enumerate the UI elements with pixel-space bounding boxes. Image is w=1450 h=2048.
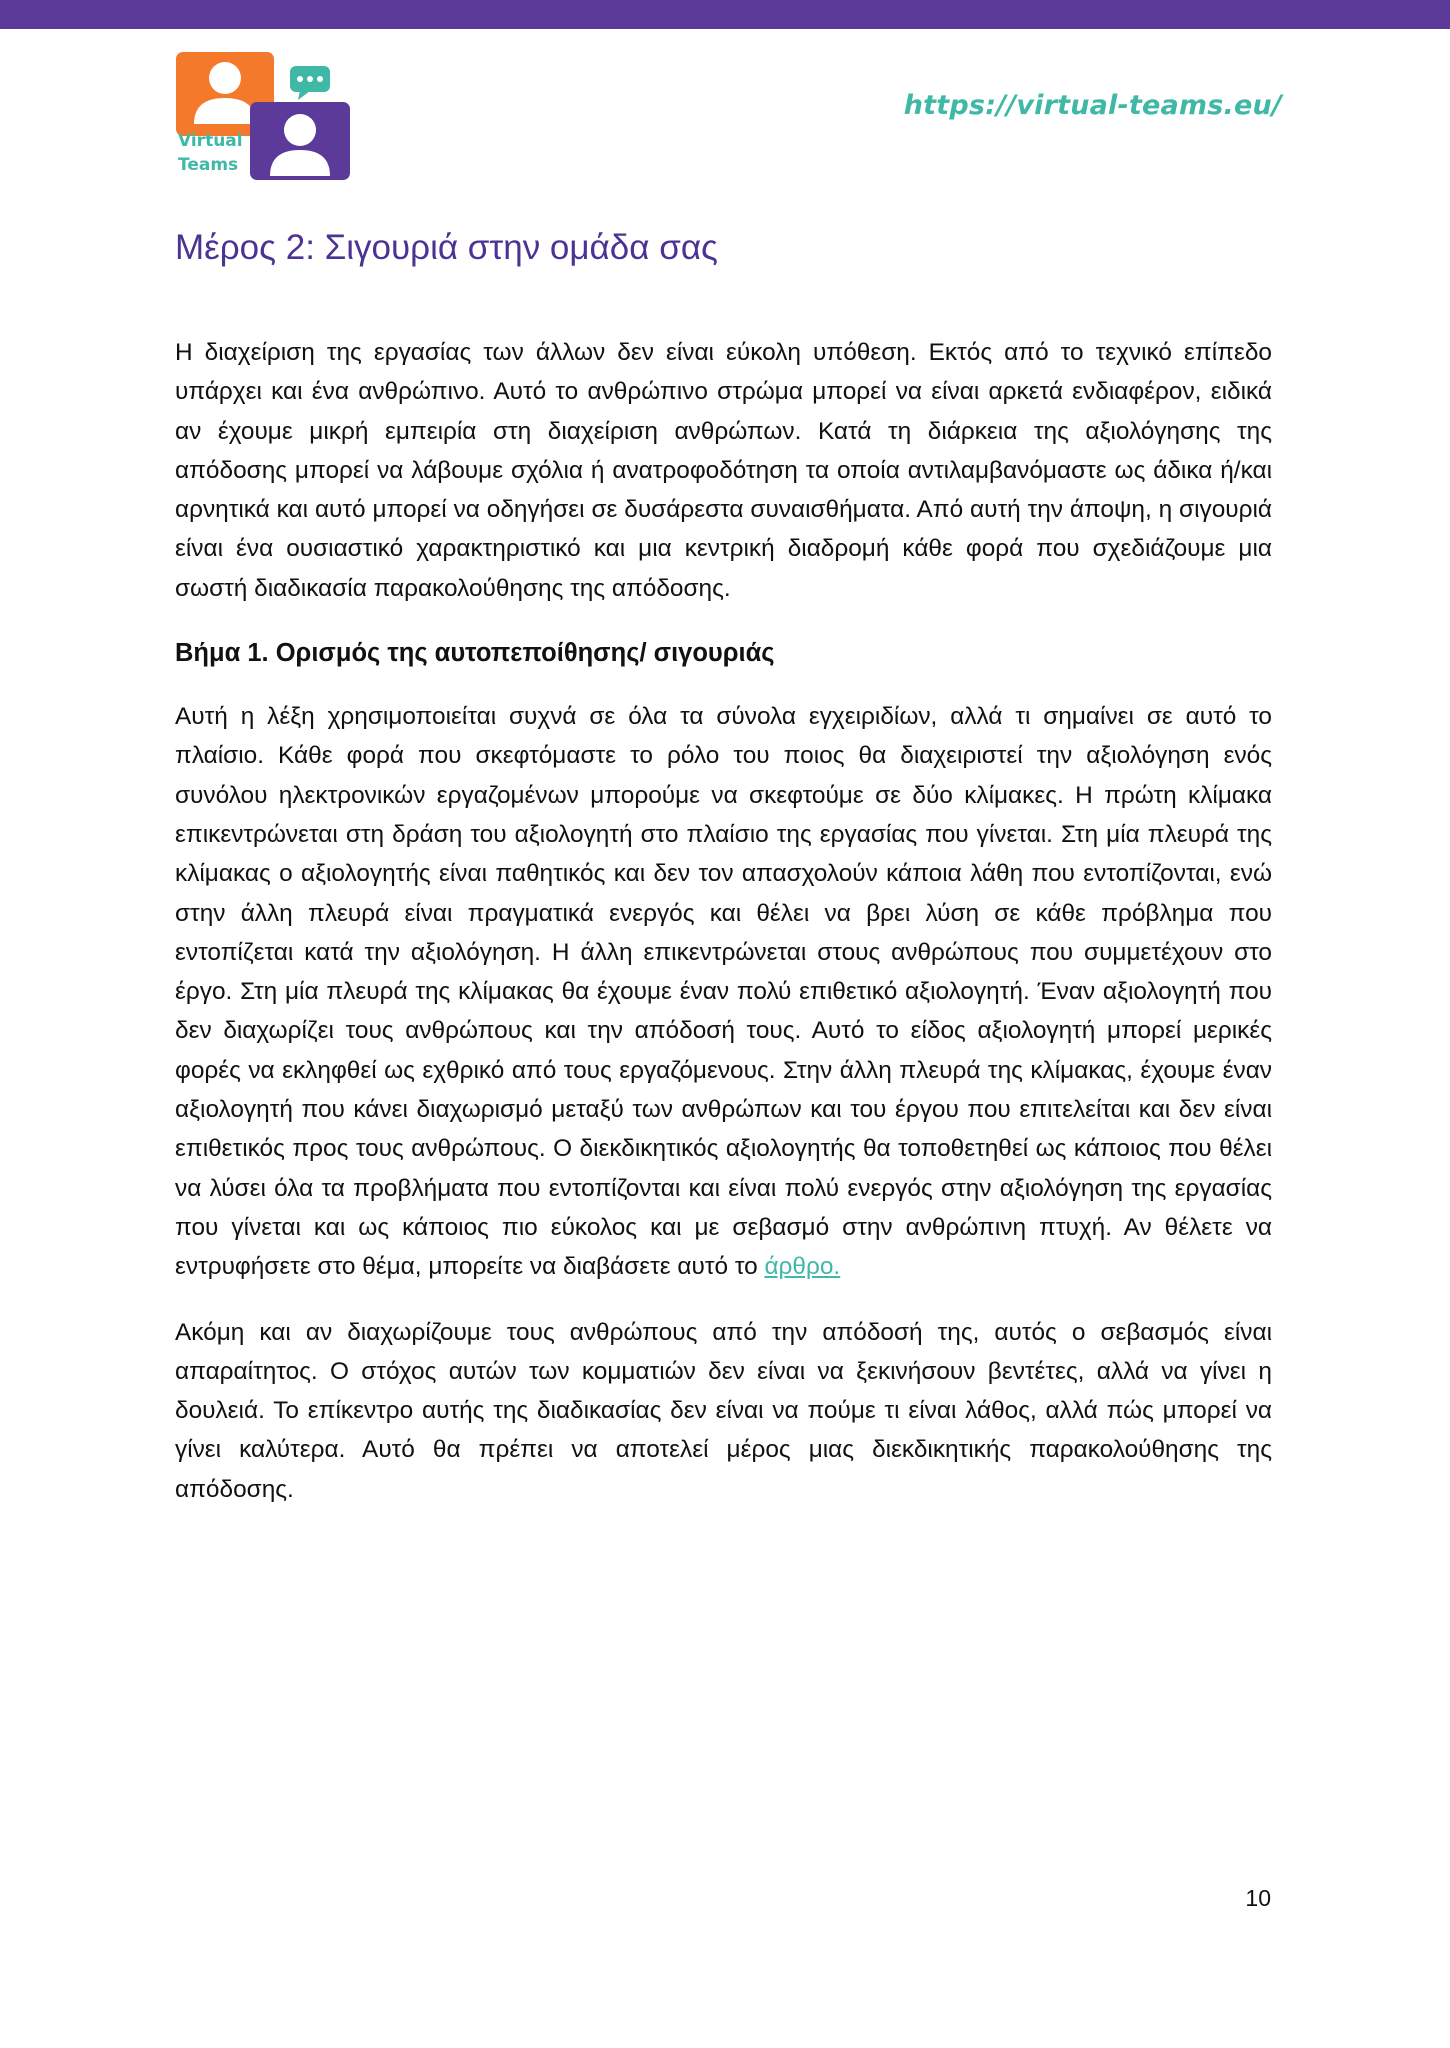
logo-text-line1: Virtual <box>178 131 243 151</box>
closing-paragraph: Ακόμη και αν διαχωρίζουμε τους ανθρώπους από την απόδοσή της, αυτός ο σεβασμός είναι απαραίτητος. Ο στόχος αυτών των κομματιών δεν είναι να ξεκινήσουν βεντέτες, αλλά να γίνει η δουλειά. Το επίκεντρο αυτής της διαδικασίας δεν είναι να πούμε τι είναι λάθος, αλλά πώς μπορεί να γίνει καλύτερα. Αυτό θα πρέπει να αποτελεί μέρος μιας διεκδικητικής παρακολούθησης της απόδοσης. <box>175 1318 1272 1503</box>
top-accent-bar <box>0 0 1450 29</box>
section-title: Μέρος 2: Σιγουριά στην ομάδα σας <box>175 228 718 267</box>
step-paragraph-text: Αυτή η λέξη χρησιμοποιείται συχνά σε όλα τα σύνολα εγχειριδίων, αλλά τι σημαίνει σε αυτό το πλαίσιο. Κάθε φορά που σκεφτόμαστε το ρόλο του ποιος θα διαχειριστεί την αξιολόγηση ενός συνόλου ηλεκτρονικών εργαζομένων μπορούμε να σκεφτούμε σε δύο κλίμακες. Η πρώτη κλίμακα επικεντρώνεται στη δράση του αξιολογητή στο πλαίσιο της εργασίας που γίνεται. Στη μία πλευρά της κλίμακας ο αξιολογητής είναι παθητικός και δεν τον απασχολούν κάποια λάθη που εντοπίζονται, ενώ στην άλλη πλευρά είναι πραγματικά ενεργός και θέλει να βρει λύση σε κάθε πρόβλημα που εντοπίζεται κατά την αξιολόγηση. Η άλλη επικεντρώνεται στους ανθρώπους που συμμετέχουν στο έργο. Στη μία πλευρά της κλίμακας θα έχουμε έναν πολύ επιθετικό αξιολογητή. Έναν αξιολογητή που δεν διαχωρίζει τους ανθρώπους και την απόδοσή τους. Αυτό το είδος αξιολογητή μπορεί μερικές φορές να εκληφθεί ως εχθρικό από τους εργαζόμενους. Στην άλλη πλευρά της κλίμακας, έχουμε έναν αξιολογητή που κάνει διαχωρισμό μεταξύ των ανθρώπων και του έργου που επιτελείται και δεν είναι επιθετικός προς τους ανθρώπους. Ο διεκδικητικός αξιολογητής θα τοποθετηθεί ως κάποιος που θέλει να λύσει όλα τα προβλήματα που εντοπίζονται και είναι πολύ ενεργός στην αξιολόγηση της εργασίας που γίνεται και ως κάποιος πιο εύκολος και με σεβασμό στην ανθρώπινη πτυχή. Αν θέλετε να εντρυφήσετε στο θέμα, μπορείτε να διαβάσετε αυτό το <box>175 703 1272 1281</box>
virtual-teams-logo-graphic <box>176 52 354 180</box>
article-link[interactable]: άρθρο. <box>764 1253 841 1281</box>
virtual-teams-logo <box>176 52 354 180</box>
main-content <box>175 333 1272 1535</box>
site-url: https://virtual-teams.eu/ <box>903 90 1282 121</box>
logo-text-line2: Teams <box>178 155 239 175</box>
intro-paragraph: Η διαχείριση της εργασίας των άλλων δεν είναι εύκολη υπόθεση. Εκτός από το τεχνικό επίπεδο υπάρχει και ένα ανθρώπινο. Αυτό το ανθρώπινο στρώμα μπορεί να είναι αρκετά ενδιαφέρον, ειδικά αν έχουμε μικρή εμπειρία στη διαχείριση ανθρώπων. Κατά τη διάρκεια της αξιολόγησης της απόδοσης μπορεί να λάβουμε σχόλια ή ανατροφοδότηση τα οποία αντιλαμβανόμαστε ως άδικα ή/και αρνητικά και αυτό μπορεί να οδηγήσει σε δυσάρεστα συναισθήματα. Από αυτή την άποψη, η σιγουριά είναι ένα ουσιαστικό χαρακτηριστικό και μια κεντρική διαδρομή κάθε φορά που σχεδιάζουμε μια σωστή διαδικασία παρακολούθησης της απόδοσης. <box>175 339 1272 602</box>
step-paragraph <box>175 697 1272 1286</box>
page-number: 10 <box>1245 1885 1271 1911</box>
step-heading: Βήμα 1. Ορισμός της αυτοπεποίθησης/ σιγουριάς <box>175 639 775 668</box>
